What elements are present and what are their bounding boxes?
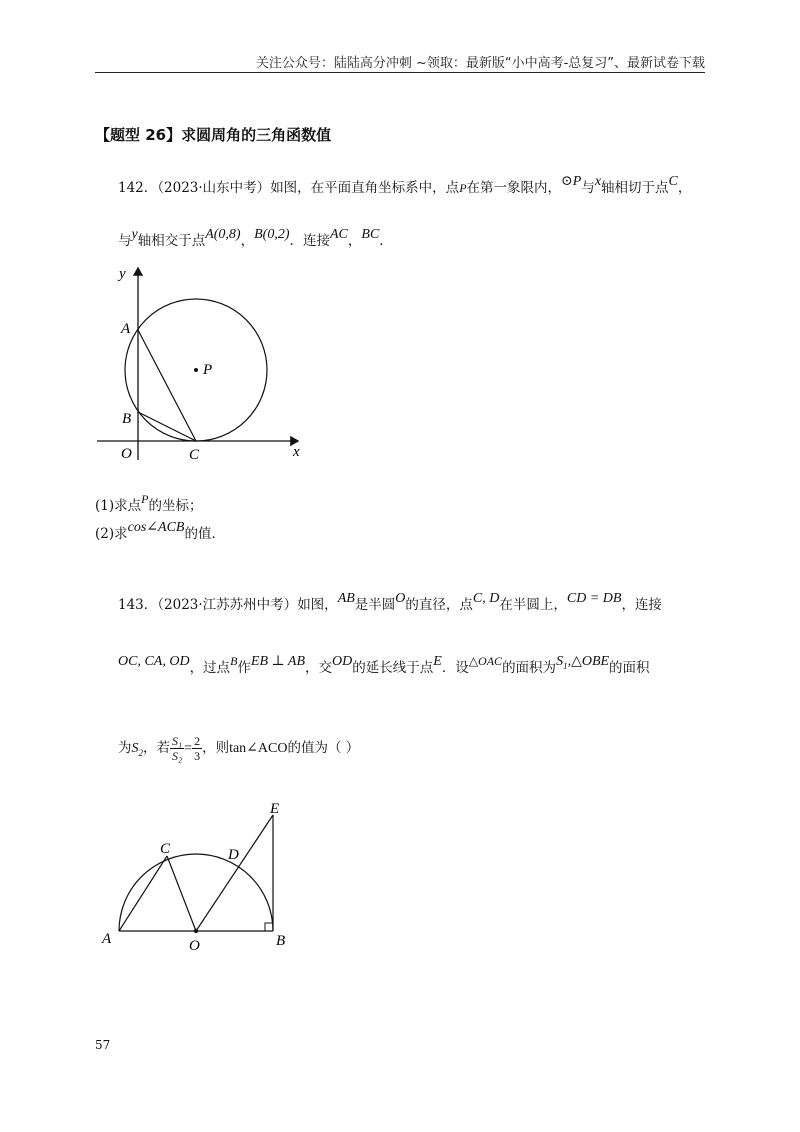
math-AC: AC — [330, 227, 348, 242]
fraction-2-3 — [192, 734, 202, 763]
q142-part2 — [95, 522, 225, 543]
math-B: B — [230, 654, 238, 668]
equals-sign: = — [184, 741, 193, 756]
q143-text: 为 — [118, 740, 132, 756]
label-P: P — [203, 362, 213, 378]
math-triangle-OAC: △OAC — [468, 654, 503, 668]
fraction-S1-S2 — [170, 734, 184, 763]
math-C: C — [668, 174, 678, 189]
q143-text: 的面积为 — [502, 660, 557, 676]
label-B: B — [276, 933, 286, 949]
q142-line2 — [118, 229, 393, 250]
fraction-numerator: S₁ — [172, 734, 183, 748]
q142-text: ， — [677, 180, 692, 196]
fraction-numerator: 2 — [194, 734, 201, 748]
math-C-D: C, D — [472, 591, 500, 606]
q143-source: （2023·江苏苏州中考） — [157, 597, 298, 613]
q142-part1 — [95, 494, 202, 514]
math-E: E — [433, 654, 442, 669]
q143-text: 的延长线于点 — [352, 660, 434, 676]
q142-text: 的坐标； — [148, 498, 203, 514]
label-E: E — [270, 801, 280, 817]
math-AB: AB — [337, 591, 355, 606]
q143-text: ，过点 — [189, 660, 231, 676]
label-x: x — [293, 444, 300, 460]
math-segments: OC, CA, OD — [118, 654, 190, 669]
subscript-2: 2 — [138, 747, 143, 758]
label-O: O — [121, 446, 132, 462]
q143-text: ，若 — [143, 740, 170, 756]
header-rule — [95, 72, 705, 73]
math-S: S — [556, 654, 564, 669]
page-number: 57 — [95, 1038, 111, 1052]
q142-text: 与 — [581, 180, 595, 196]
subscript-1: 1 — [563, 660, 568, 671]
math-cos-ACB: cos∠ACB — [127, 520, 185, 535]
q142-text: 的值． — [184, 526, 225, 542]
math-y: y — [131, 227, 138, 242]
semicircle — [119, 854, 273, 931]
q143-line1 — [118, 593, 662, 614]
q142-text: 在第一象限内， — [466, 180, 562, 196]
q142-text: ．连接 — [289, 233, 330, 249]
math-O: O — [395, 591, 406, 606]
math-triangle-OBE: △OBE — [571, 654, 610, 669]
q143-number: 143． — [118, 597, 158, 613]
math-EB-perp-AB: EB ⊥ AB — [250, 654, 306, 669]
q142-text: 轴相交于点 — [137, 233, 206, 249]
q143-text: , — [567, 654, 572, 669]
q143-line3 — [118, 734, 359, 763]
q143-text: 的直径，点 — [405, 597, 473, 613]
segment-OC — [167, 856, 196, 931]
q143-text: 的面积 — [609, 660, 650, 676]
math-arc-equal: CD = DB — [566, 591, 622, 606]
q142-number: 142． — [118, 180, 158, 196]
q143-text: 在半圆上， — [499, 597, 567, 613]
fraction-denominator: S₂ — [172, 749, 183, 763]
label-y: y — [119, 266, 126, 282]
math-BC: BC — [361, 227, 380, 242]
segment-BC — [138, 412, 196, 441]
label-C: C — [189, 447, 200, 463]
math-S: S — [131, 741, 139, 756]
math-tan-ACO: tan∠ACO — [229, 741, 288, 756]
label-D: D — [228, 847, 239, 863]
math-OD: OD — [332, 654, 353, 669]
q143-text: ，交 — [305, 660, 333, 676]
q142-text: 轴相切于点 — [601, 180, 669, 196]
q142-source: （2023·山东中考） — [157, 180, 271, 196]
label-O: O — [189, 938, 200, 954]
point-O — [194, 929, 198, 933]
q143-text: 是半圆 — [354, 597, 396, 613]
right-angle-mark — [265, 923, 273, 931]
q142-line1 — [118, 176, 691, 197]
q142-text: ． — [379, 233, 393, 249]
q142-figure — [95, 260, 325, 470]
q142-text: ， — [347, 233, 362, 249]
label-B: B — [122, 411, 132, 427]
math-P: P — [459, 181, 467, 195]
q143-text: ，则 — [202, 740, 230, 756]
q142-text: (1)求点 — [95, 498, 142, 514]
q143-text: ．设 — [441, 660, 469, 676]
q143-text: 的值为（ ） — [287, 740, 360, 756]
math-circle-P: ⊙P — [561, 174, 582, 189]
segment-OE — [196, 815, 273, 931]
segment-AC — [138, 330, 196, 441]
q143-text: ，连接 — [621, 597, 662, 613]
q143-text: 作 — [237, 660, 251, 676]
math-x: x — [594, 174, 602, 189]
section-title: 【题型 26】求圆周角的三角函数值 — [95, 126, 332, 144]
segment-CA — [119, 856, 167, 931]
q142-text: 如图，在平面直角坐标系中，点 — [270, 180, 460, 196]
math-A-coord: A(0,8) — [205, 227, 241, 242]
q143-figure — [100, 798, 300, 958]
math-S2 — [132, 741, 144, 756]
math-P: P — [141, 492, 149, 506]
label-A: A — [121, 321, 131, 337]
point-P — [194, 368, 198, 372]
label-C: C — [160, 841, 171, 857]
q142-text: 与 — [118, 233, 132, 249]
page-header: 关注公众号：陆陆高分冲刺 ~领取：最新版“小中高考-总复习”、最新试卷下载 — [255, 56, 705, 71]
q143-line2 — [118, 656, 650, 678]
fraction-denominator: 3 — [194, 749, 201, 763]
math-B-coord: B(0,2) — [254, 227, 290, 242]
q143-text: 如图， — [297, 597, 338, 613]
q142-text: ， — [240, 233, 255, 249]
q142-text: (2)求 — [95, 526, 128, 542]
label-A: A — [102, 931, 112, 947]
math-S1 — [556, 654, 609, 669]
